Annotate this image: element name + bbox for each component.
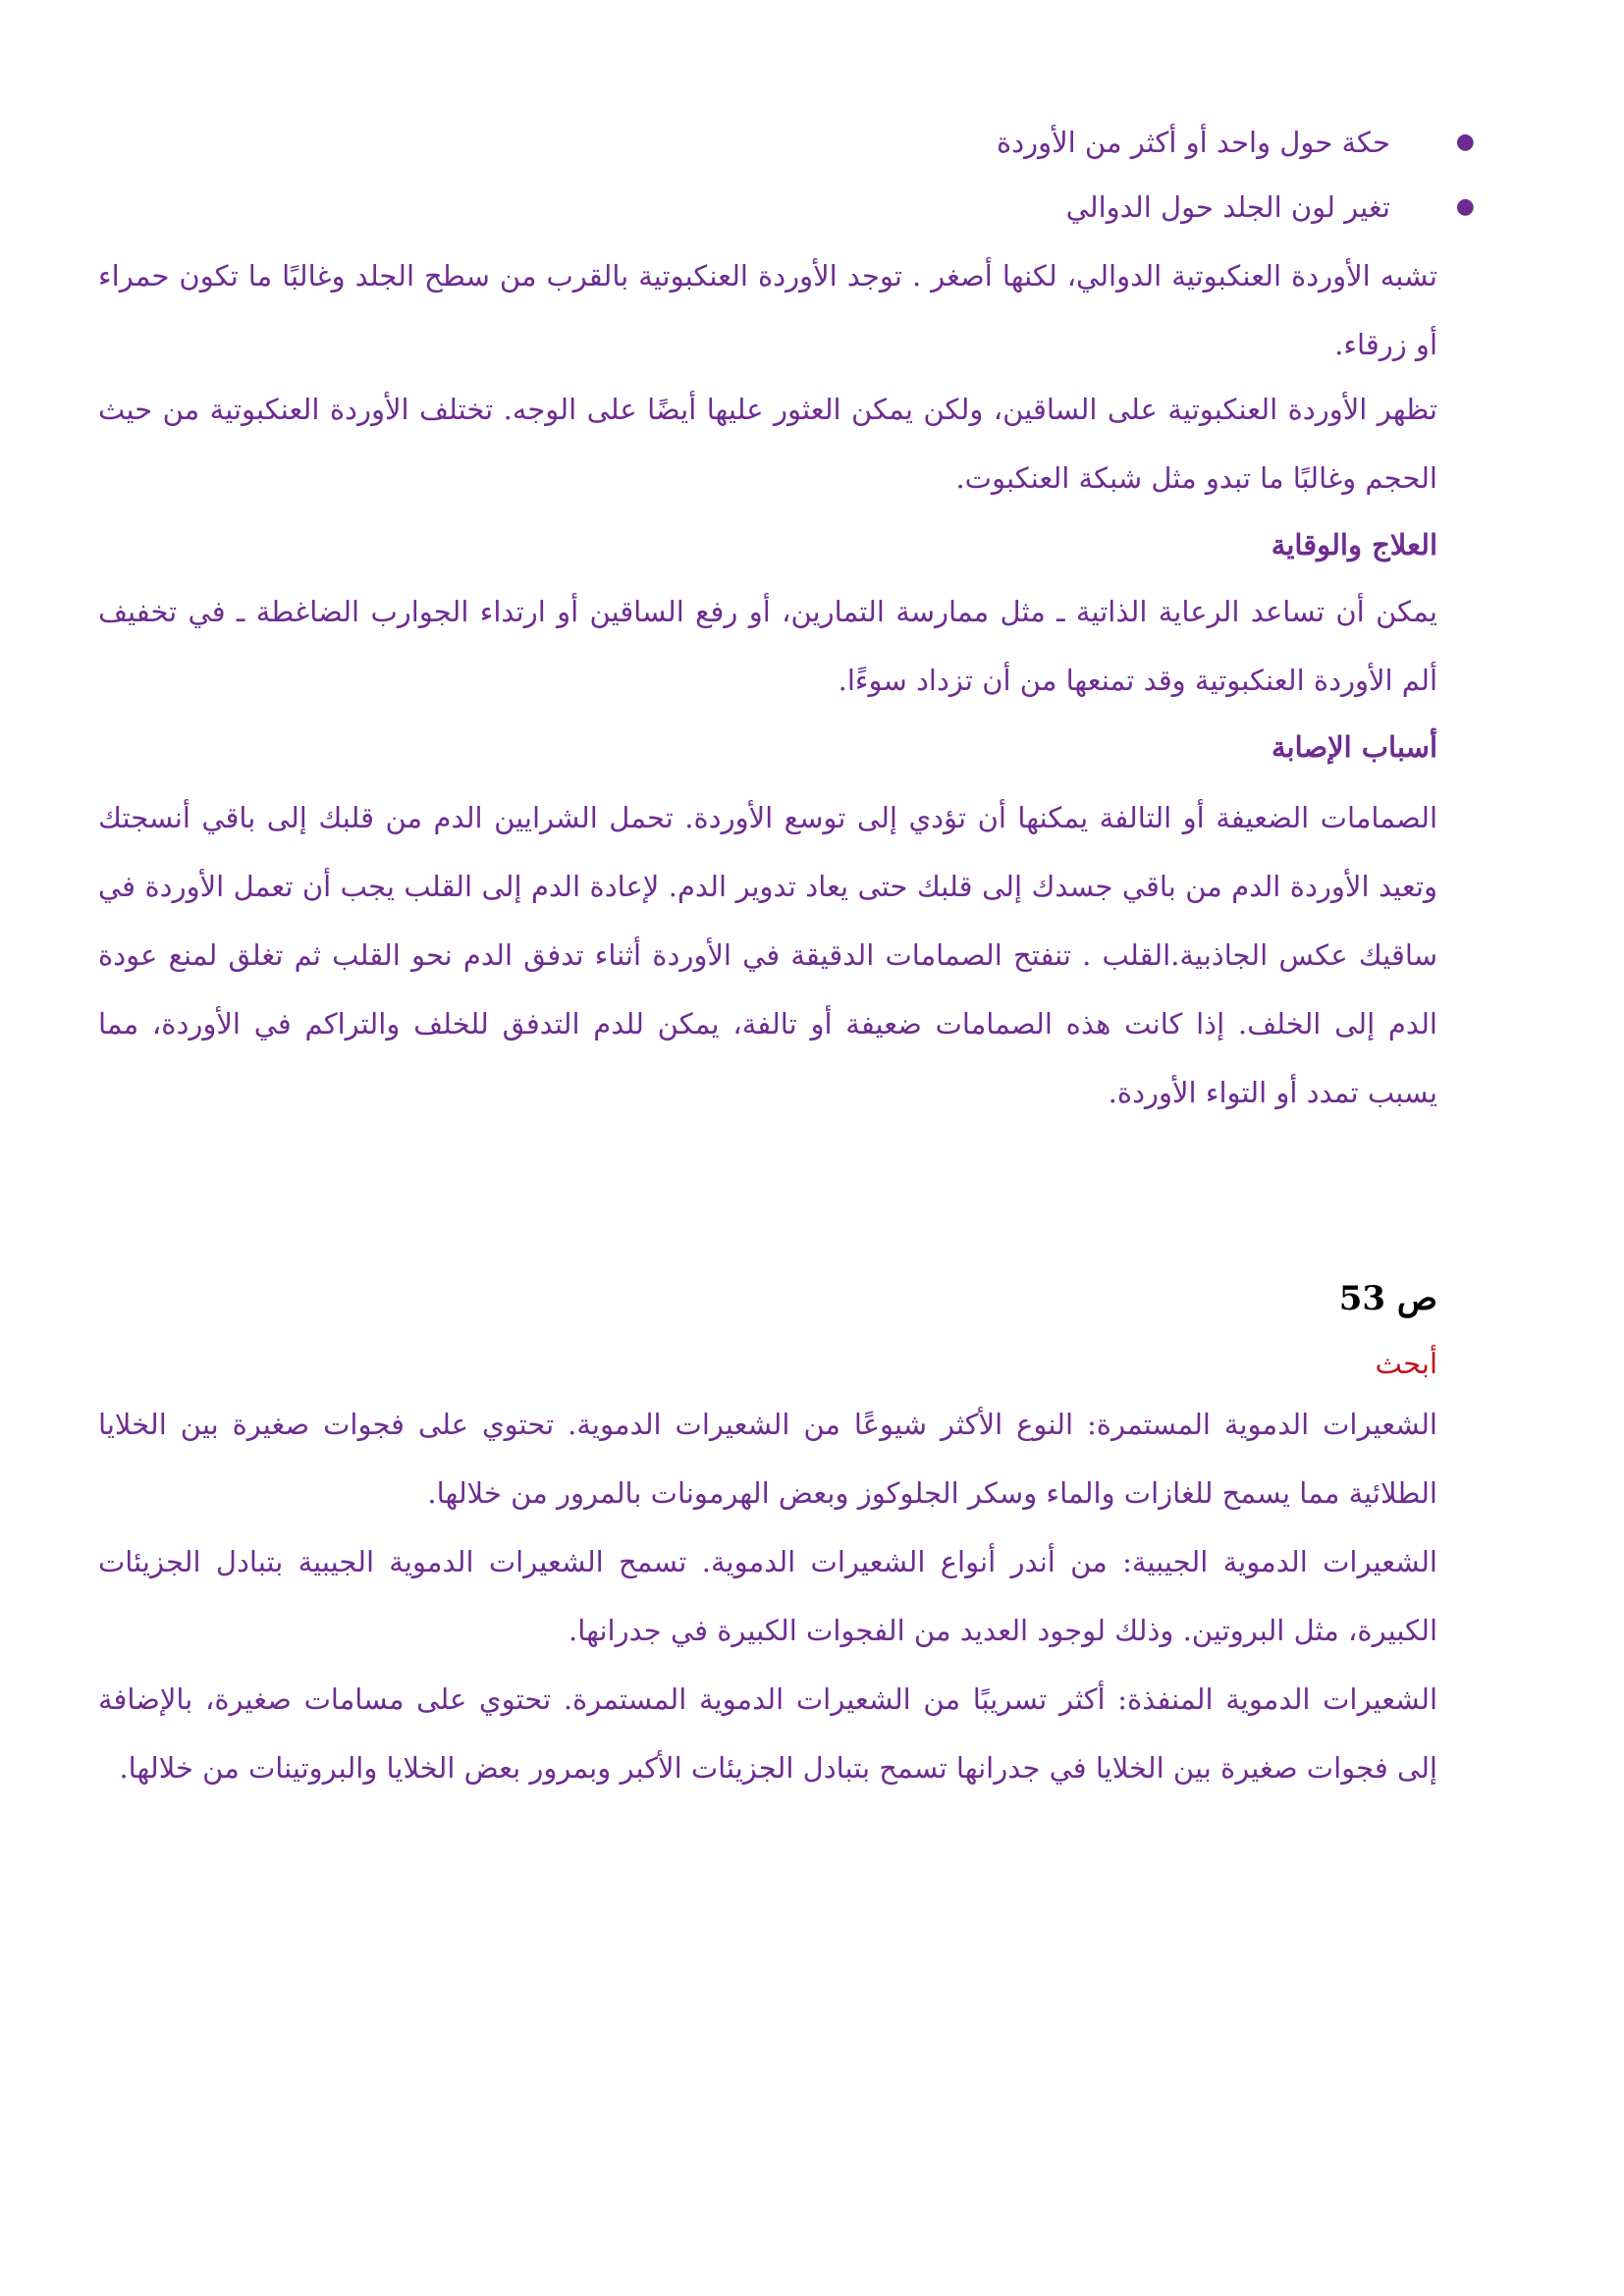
research-label: أبحث [1375,1347,1437,1380]
list-item [98,110,1475,175]
paragraph-sinusoidal-capillaries: الشعيرات الدموية الجيبية: من أندر أنواع الشعيرات الدموية. تسمح الشعيرات الدموية الجيبية بتبادل الجزيئات الكبيرة، مثل البروتين. وذلك لوجود العديد من الفجوات الكبيرة في جدرانها. [98,1545,1437,1647]
paragraph-spider-location: تظهر الأوردة العنكبوتية على الساقين، ولكن يمكن العثور عليها أيضًا على الوجه. تختلف الأوردة العنكبوتية من حيث الحجم وغالبًا ما تبدو مثل شبكة العنكبوت. [98,393,1437,495]
list-item [98,175,1475,240]
list-item-text: تغير لون الجلد حول الدوالي [1065,190,1390,224]
paragraph-spider-intro: تشبه الأوردة العنكبوتية الدوالي، لكنها أصغر . توجد الأوردة العنكبوتية بالقرب من سطح الجلد وغالبًا ما تكون حمراء أو زرقاء. [98,259,1437,361]
bullet-icon: ● [1455,194,1475,219]
paragraph-fenestrated-capillaries: الشعيرات الدموية المنفذة: أكثر تسريبًا من الشعيرات الدموية المستمرة. تحتوي على مسامات صغيرة، بالإضافة إلى فجوات صغيرة بين الخلايا في جدرانها تسمح بتبادل الجزيئات الأكبر وبمرور بعض الخلايا والبروتينات من خلالها. [98,1682,1437,1785]
document-page [98,0,1475,2296]
heading-causes: أسباب الإصابة [1271,730,1437,764]
heading-treatment: العلاج والوقاية [1271,528,1437,561]
page-number: ص 53 [1338,1279,1437,1318]
paragraph-causes: الصمامات الضعيفة أو التالفة يمكنها أن تؤدي إلى توسع الأوردة. تحمل الشرايين الدم من قلبك إلى باقي أنسجتك وتعيد الأوردة الدم من باقي جسدك إلى قلبك حتى يعاد تدوير الدم. لإعادة الدم إلى القلب يجب أن تعمل الأوردة في ساقيك عكس الجاذبية.القلب . تنفتح الصمامات الدقيقة في الأوردة أثناء تدفق الدم نحو القلب ثم تغلق لمنع عودة الدم إلى الخلف. إذا كانت هذه الصمامات ضعيفة أو تالفة، يمكن للدم التدفق للخلف والتراكم في الأوردة، مما يسبب تمدد أو التواء الأوردة. [98,801,1437,1109]
paragraph-continuous-capillaries: الشعيرات الدموية المستمرة: النوع الأكثر شيوعًا من الشعيرات الدموية. تحتوي على فجوات صغيرة بين الخلايا الطلائية مما يسمح للغازات والماء وسكر الجلوكوز وبعض الهرمونات بالمرور من خلالها. [98,1408,1437,1510]
list-item-text: حكة حول واحد أو أكثر من الأوردة [997,126,1390,159]
symptom-list [98,110,1475,240]
paragraph-treatment: يمكن أن تساعد الرعاية الذاتية ـ مثل ممارسة التمارين، أو رفع الساقين أو ارتداء الجوارب الضاغطة ـ في تخفيف ألم الأوردة العنكبوتية وقد تمنعها من أن تزداد سوءًا. [98,595,1437,697]
bullet-icon: ● [1455,130,1475,154]
